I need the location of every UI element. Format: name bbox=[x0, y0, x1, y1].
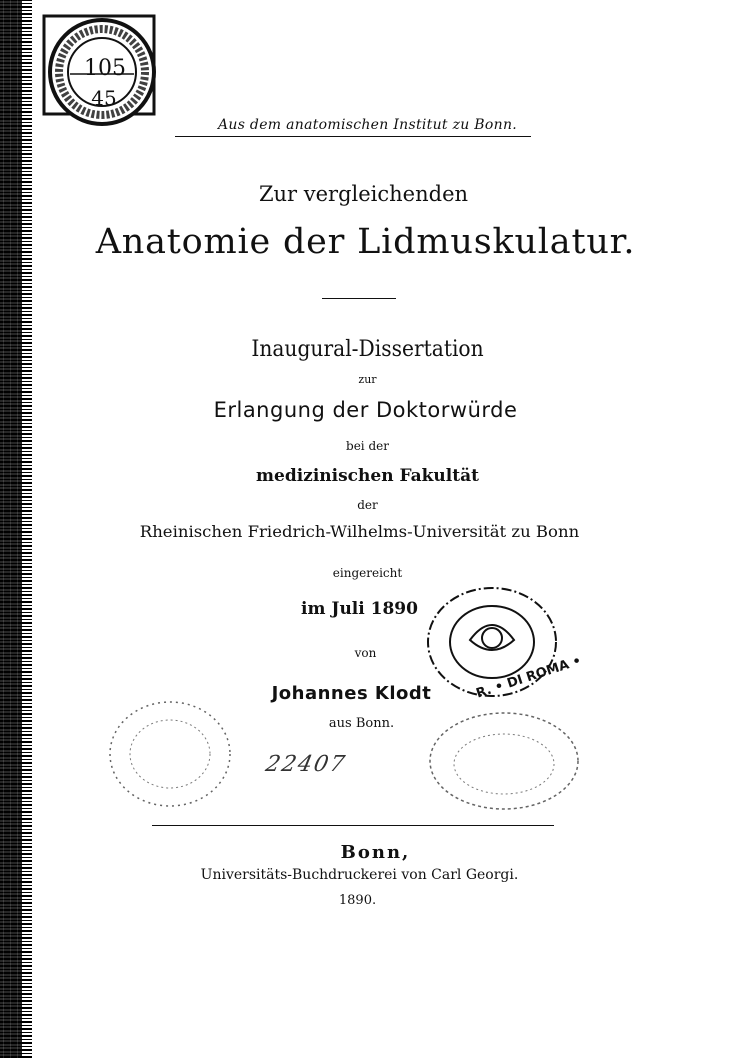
origin-text: aus Bonn. bbox=[328, 716, 395, 731]
der-text: der bbox=[357, 498, 378, 512]
title-line-2: Anatomie der Lidmuskulatur. bbox=[95, 222, 636, 262]
imprint-printer: Universitäts-Buchdruckerei von Carl Georgi. bbox=[200, 867, 519, 883]
author-name: Johannes Klodt bbox=[271, 683, 432, 704]
imprint-year: 1890. bbox=[338, 893, 377, 908]
seal-stamp-text: R. • DI ROMA • bbox=[474, 653, 584, 702]
header-rule bbox=[175, 136, 531, 137]
seal-stamp-right bbox=[420, 582, 584, 702]
library-stamp-number-top: 105 bbox=[84, 56, 126, 81]
library-stamp-number-bottom: 45 bbox=[91, 86, 117, 110]
eingereicht-text: eingereicht bbox=[332, 566, 403, 580]
library-stamp bbox=[30, 10, 160, 130]
faculty-text: medizinischen Fakultät bbox=[256, 466, 479, 486]
handwritten-mark: 22407 bbox=[263, 752, 349, 777]
erlangung-text: Erlangung der Doktorwürde bbox=[213, 398, 518, 422]
bei-der-text: bei der bbox=[346, 439, 389, 453]
title-divider bbox=[322, 298, 396, 299]
imprint-rule bbox=[152, 825, 554, 826]
faint-stamp-left-icon bbox=[106, 694, 236, 814]
von-text: von bbox=[354, 646, 377, 660]
imprint-city: Bonn, bbox=[340, 842, 411, 863]
faint-stamp-left bbox=[106, 694, 236, 814]
dissertation-heading: Inaugural-Dissertation bbox=[251, 337, 484, 362]
faint-stamp-right-icon bbox=[424, 706, 584, 816]
faint-stamp-right bbox=[424, 706, 584, 816]
university-text: Rheinischen Friedrich-Wilhelms-Universität zu Bonn bbox=[139, 522, 580, 541]
date-text: im Juli 1890 bbox=[301, 599, 418, 619]
zur-text: zur bbox=[358, 373, 377, 386]
title-line-1: Zur vergleichenden bbox=[258, 182, 469, 206]
institute-note: Aus dem anatomischen Institut zu Bonn. bbox=[217, 117, 518, 133]
